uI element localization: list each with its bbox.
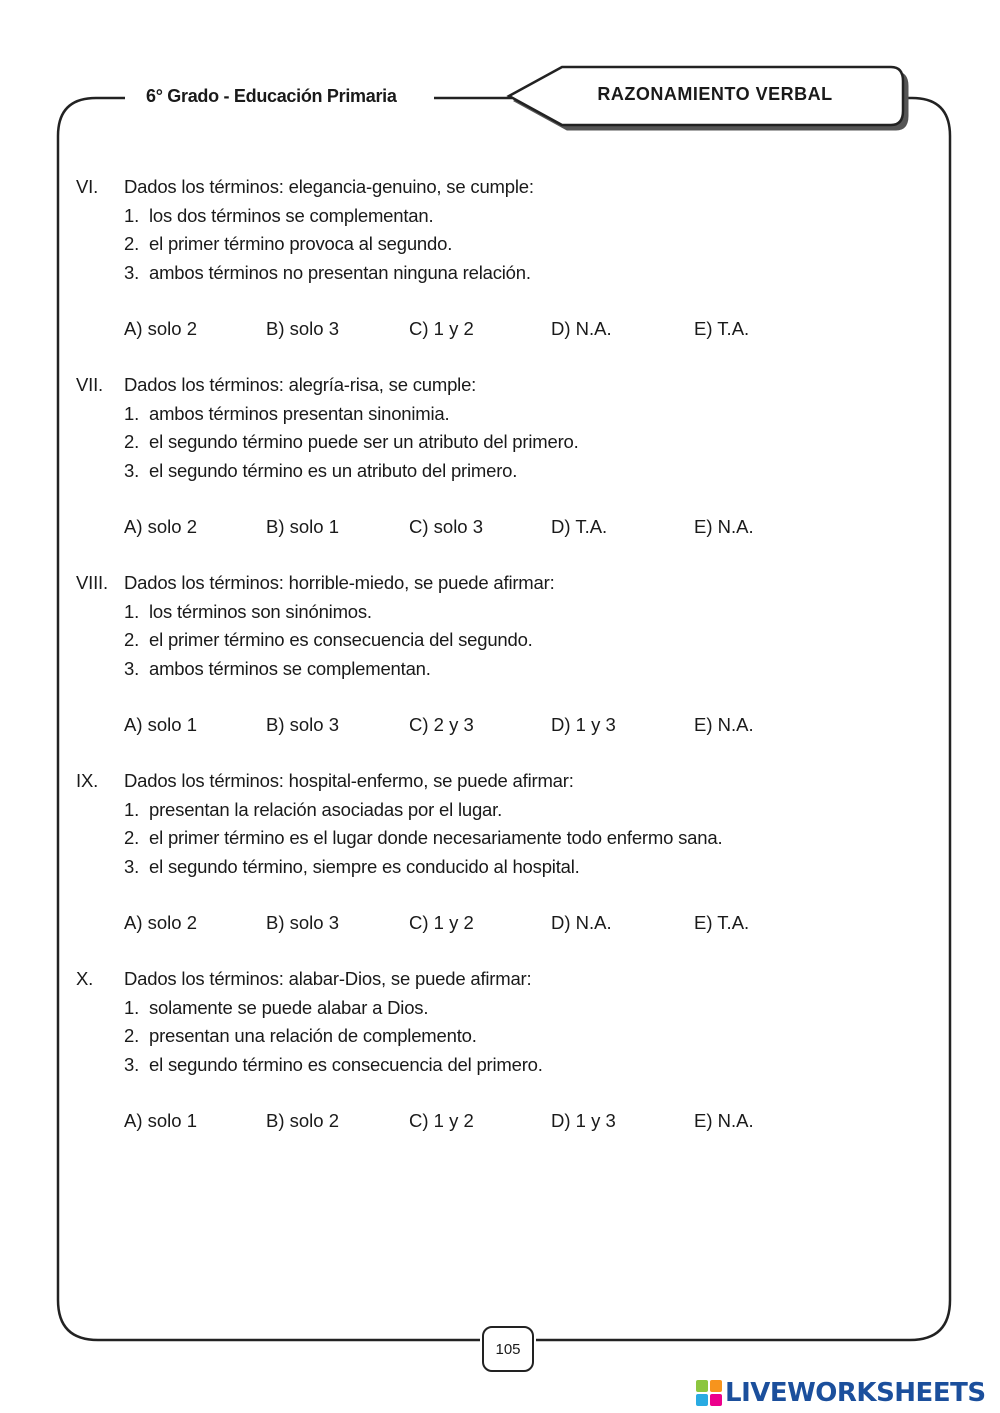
option-number: 1. [124, 204, 140, 226]
answer-option-d[interactable]: D) N.A. [551, 318, 612, 339]
option-number: 1. [124, 996, 140, 1018]
question-number: VII. [76, 374, 103, 395]
liveworksheets-logo-icon [696, 1380, 722, 1406]
question-number: X. [76, 968, 94, 989]
answer-option-b[interactable]: B) solo 2 [266, 1110, 340, 1131]
question-number: IX. [76, 770, 99, 791]
answer-option-e[interactable]: E) N.A. [694, 1110, 754, 1131]
option-line [124, 460, 517, 482]
option-line [124, 431, 579, 453]
question-block [76, 968, 916, 1131]
answer-option-a[interactable]: A) solo 1 [124, 1110, 198, 1131]
option-number: 3. [124, 1053, 140, 1075]
answer-choices [124, 1110, 884, 1138]
option-text: presentan una relación de complemento. [149, 1025, 477, 1046]
answer-option-c[interactable]: C) 2 y 3 [409, 714, 474, 735]
question-stem [76, 374, 916, 403]
option-text: presentan la relación asociadas por el lugar. [149, 798, 503, 820]
answer-option-d[interactable]: D) N.A. [551, 912, 612, 933]
question-block [76, 176, 916, 339]
answer-option-b[interactable]: B) solo 3 [266, 912, 340, 933]
answer-option-c[interactable]: C) 1 y 2 [409, 912, 474, 933]
answer-option-a[interactable]: A) solo 2 [124, 318, 198, 339]
option-line [124, 827, 722, 849]
answer-option-c[interactable]: C) solo 3 [409, 516, 484, 537]
option-text: el segundo término es un atributo del primero. [149, 459, 518, 481]
question-stem [76, 572, 916, 601]
option-text: ambos términos se complementan. [149, 657, 431, 679]
option-text: el segundo término, siempre es conducido al hospital. [149, 855, 580, 877]
answer-option-e[interactable]: E) N.A. [694, 714, 754, 735]
answer-option-d[interactable]: D) 1 y 3 [551, 714, 616, 735]
question-stem [76, 968, 916, 997]
option-line [124, 601, 372, 623]
option-number: 3. [124, 459, 140, 481]
question-stem [76, 176, 916, 205]
answer-option-e[interactable]: E) N.A. [694, 516, 754, 537]
liveworksheets-brand [696, 1376, 986, 1410]
option-number: 3. [124, 261, 140, 283]
option-number: 1. [124, 600, 140, 622]
question-number: VIII. [76, 572, 108, 593]
answer-option-a[interactable]: A) solo 1 [124, 714, 198, 735]
option-line [124, 997, 428, 1019]
option-text: el primer término es consecuencia del segundo. [149, 629, 533, 650]
answer-choices [124, 318, 884, 346]
option-line [124, 629, 533, 651]
option-number: 2. [124, 431, 140, 452]
answer-option-d[interactable]: D) 1 y 3 [551, 1110, 616, 1131]
answer-option-e[interactable]: E) T.A. [694, 912, 750, 933]
option-text: el segundo término es consecuencia del primero. [149, 1053, 543, 1075]
answer-option-c[interactable]: C) 1 y 2 [409, 1110, 474, 1131]
question-text: Dados los términos: elegancia-genuino, se cumple: [124, 176, 534, 197]
option-number: 3. [124, 855, 140, 877]
page-number: 105 [482, 1326, 534, 1372]
answer-option-e[interactable]: E) T.A. [694, 318, 750, 339]
option-text: solamente se puede alabar a Dios. [149, 996, 429, 1018]
answer-option-b[interactable]: B) solo 3 [266, 714, 340, 735]
option-text: los términos son sinónimos. [149, 600, 372, 622]
subject-title: RAZONAMIENTO VERBAL [597, 84, 833, 104]
option-number: 1. [124, 402, 140, 424]
option-number: 2. [124, 629, 140, 650]
question-block [76, 770, 916, 933]
answer-option-b[interactable]: B) solo 3 [266, 318, 340, 339]
option-line [124, 1025, 477, 1047]
option-text: el primer término provoca al segundo. [149, 233, 453, 254]
option-text: ambos términos presentan sinonimia. [149, 402, 450, 424]
option-line [124, 856, 580, 878]
option-line [124, 658, 431, 680]
option-line [124, 233, 452, 255]
grade-label: 6° Grado - Educación Primaria [140, 86, 403, 107]
question-number: VI. [76, 176, 99, 197]
question-text: Dados los términos: alabar-Dios, se puede afirmar: [124, 968, 532, 989]
question-block [76, 572, 916, 735]
question-text: Dados los términos: horrible-miedo, se puede afirmar: [124, 572, 555, 593]
option-number: 2. [124, 233, 140, 254]
option-text: ambos términos no presentan ninguna relación. [149, 261, 531, 283]
answer-option-a[interactable]: A) solo 2 [124, 516, 198, 537]
answer-choices [124, 516, 884, 544]
question-block [76, 374, 916, 537]
answer-option-a[interactable]: A) solo 2 [124, 912, 198, 933]
option-text: los dos términos se complementan. [149, 204, 434, 226]
question-text: Dados los términos: hospital-enfermo, se puede afirmar: [124, 770, 574, 791]
option-line [124, 205, 433, 227]
question-stem [76, 770, 916, 799]
question-text: Dados los términos: alegría-risa, se cumple: [124, 374, 477, 395]
answer-option-c[interactable]: C) 1 y 2 [409, 318, 474, 339]
option-text: el primer término es el lugar donde necesariamente todo enfermo sana. [149, 827, 723, 848]
option-number: 1. [124, 798, 140, 820]
option-line [124, 403, 449, 425]
brand-name: LIVEWORKSHEETS [725, 1378, 986, 1408]
answer-option-b[interactable]: B) solo 1 [266, 516, 340, 537]
answer-option-d[interactable]: D) T.A. [551, 516, 608, 537]
option-line [124, 799, 502, 821]
option-number: 3. [124, 657, 140, 679]
option-number: 2. [124, 827, 140, 848]
option-text: el segundo término puede ser un atributo del primero. [149, 431, 579, 452]
answer-choices [124, 912, 884, 940]
option-line [124, 262, 531, 284]
answer-choices [124, 714, 884, 742]
option-number: 2. [124, 1025, 140, 1046]
option-line [124, 1054, 543, 1076]
